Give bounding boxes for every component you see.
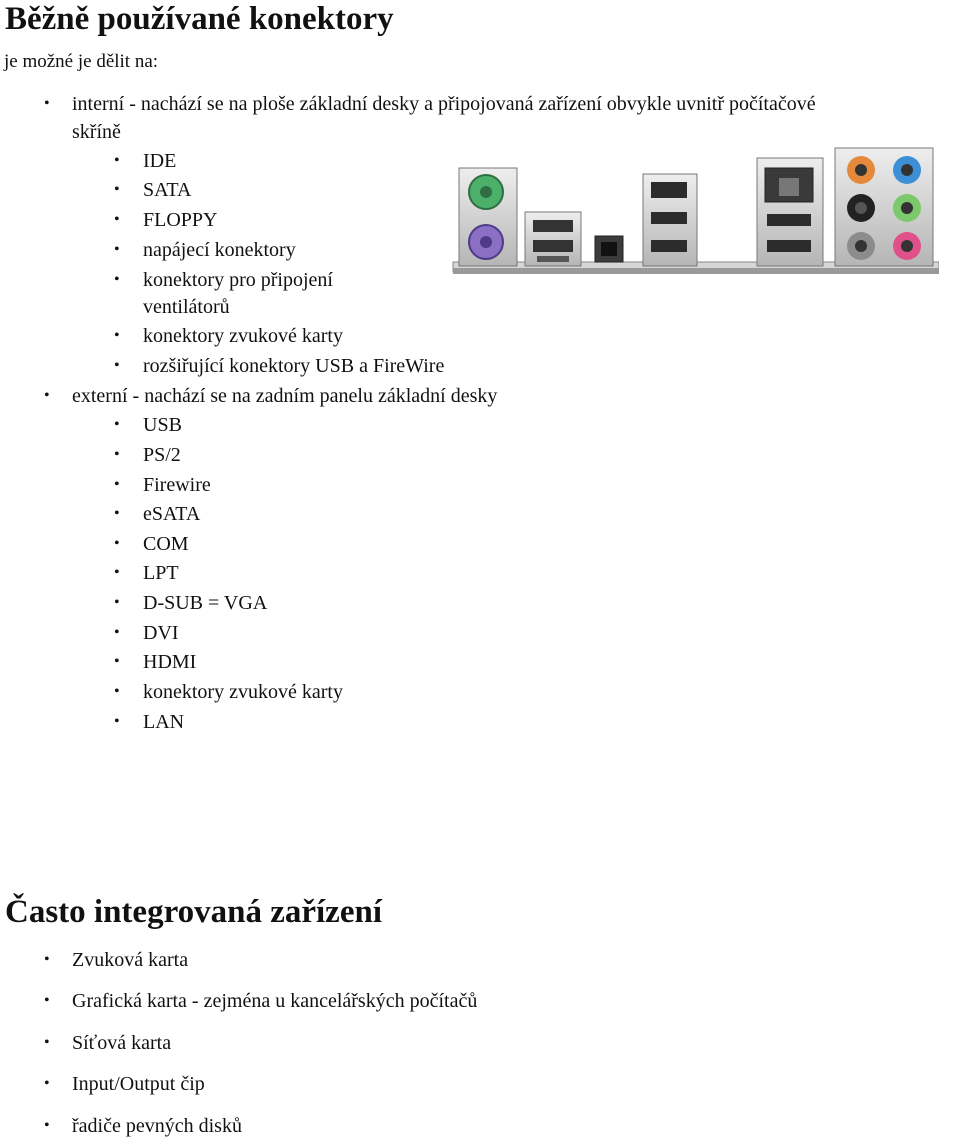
bullet-icon: •	[44, 1117, 50, 1134]
list-item	[114, 619, 179, 647]
list-item	[114, 147, 177, 175]
list-item-text: Zvuková karta	[72, 949, 189, 971]
bullet-icon: •	[114, 152, 120, 169]
list-item-text: napájecí konektory	[143, 239, 296, 261]
list-item-text: LAN	[143, 711, 185, 733]
bullet-icon: •	[114, 271, 120, 288]
bullet-icon: •	[44, 992, 50, 1009]
internal-label-cont: skříně	[72, 121, 121, 143]
list-item	[114, 176, 192, 204]
list-item	[114, 471, 211, 499]
list-item-internal-cont	[72, 118, 121, 146]
list-item-text: Grafická karta - zejména u kancelářských počítačů	[72, 990, 478, 1012]
list-item	[114, 648, 197, 676]
section-title: Často integrovaná zařízení	[5, 894, 383, 930]
list-item	[114, 500, 201, 528]
bullet-icon: •	[114, 476, 120, 493]
list-item-text: konektory pro připojení	[143, 269, 333, 291]
bullet-icon: •	[114, 181, 120, 198]
bullet-icon: •	[114, 683, 120, 700]
bullet-icon: •	[114, 713, 120, 730]
list-item-text: eSATA	[143, 503, 201, 525]
bullet-icon: •	[114, 505, 120, 522]
bullet-icon: •	[44, 1075, 50, 1092]
list-item-text: HDMI	[143, 651, 197, 673]
bullet-icon: •	[114, 535, 120, 552]
list-item-text: FLOPPY	[143, 209, 218, 231]
bullet-icon: •	[114, 624, 120, 641]
list-item	[114, 352, 445, 380]
list-item-text: Síťová karta	[72, 1032, 172, 1054]
spdif-icon	[595, 236, 623, 262]
external-label: externí - nachází se na zadním panelu základní desky	[72, 385, 498, 407]
list-item	[114, 530, 189, 558]
list-item-text: Firewire	[143, 474, 211, 496]
list-item-text: COM	[143, 533, 189, 555]
list-item	[114, 678, 343, 706]
internal-label: interní - nachází se na ploše základní desky a připojovaná zařízení obvykle uvnitř počítačové	[72, 93, 816, 115]
list-item	[44, 1070, 205, 1098]
list-item	[44, 987, 478, 1015]
list-item-text: řadiče pevných disků	[72, 1115, 242, 1137]
bullet-icon: •	[114, 327, 120, 344]
bullet-icon: •	[114, 446, 120, 463]
bullet-icon: •	[114, 416, 120, 433]
bullet-icon: •	[114, 241, 120, 258]
bullet-icon: •	[114, 211, 120, 228]
bullet-icon: •	[44, 1034, 50, 1051]
list-item	[114, 266, 333, 294]
bullet-icon: •	[114, 594, 120, 611]
list-item-text: D-SUB = VGA	[143, 592, 268, 614]
bullet-icon: •	[44, 387, 50, 404]
bullet-icon: •	[114, 564, 120, 581]
list-item-text: ventilátorů	[143, 296, 230, 318]
list-item-text: Input/Output čip	[72, 1073, 205, 1095]
list-item	[114, 411, 182, 439]
list-item	[114, 206, 218, 234]
lan-usb-icon	[757, 158, 823, 266]
list-item-text: rozšiřující konektory USB a FireWire	[143, 355, 445, 377]
list-item-text: konektory zvukové karty	[143, 325, 343, 347]
usb-stack-icon	[525, 212, 581, 266]
list-item-text: LPT	[143, 562, 179, 584]
list-item	[114, 322, 343, 350]
list-item	[114, 708, 185, 736]
audio-jacks-icon	[835, 148, 933, 266]
list-item-cont	[143, 293, 230, 321]
bullet-icon: •	[44, 951, 50, 968]
bullet-icon: •	[44, 95, 50, 112]
list-item-text: IDE	[143, 150, 177, 172]
list-item-text: DVI	[143, 622, 179, 644]
list-item	[114, 559, 179, 587]
list-item	[114, 589, 268, 617]
list-item	[114, 236, 296, 264]
list-item-text: SATA	[143, 179, 192, 201]
bullet-icon: •	[114, 357, 120, 374]
list-item	[44, 1029, 172, 1057]
page-title: Běžně používané konektory	[5, 1, 394, 37]
bullet-icon: •	[114, 653, 120, 670]
list-item	[44, 946, 189, 974]
list-item-internal	[44, 90, 816, 118]
list-item-text: PS/2	[143, 444, 181, 466]
list-item-text: USB	[143, 414, 182, 436]
list-item	[44, 1112, 242, 1140]
list-item-external	[44, 382, 498, 410]
firewire-usb-icon	[643, 174, 697, 266]
list-item	[114, 441, 181, 469]
ps2-connectors-icon	[459, 168, 517, 266]
io-panel-illustration	[451, 144, 939, 278]
list-item-text: konektory zvukové karty	[143, 681, 343, 703]
intro-text: je možné je dělit na:	[4, 51, 159, 72]
